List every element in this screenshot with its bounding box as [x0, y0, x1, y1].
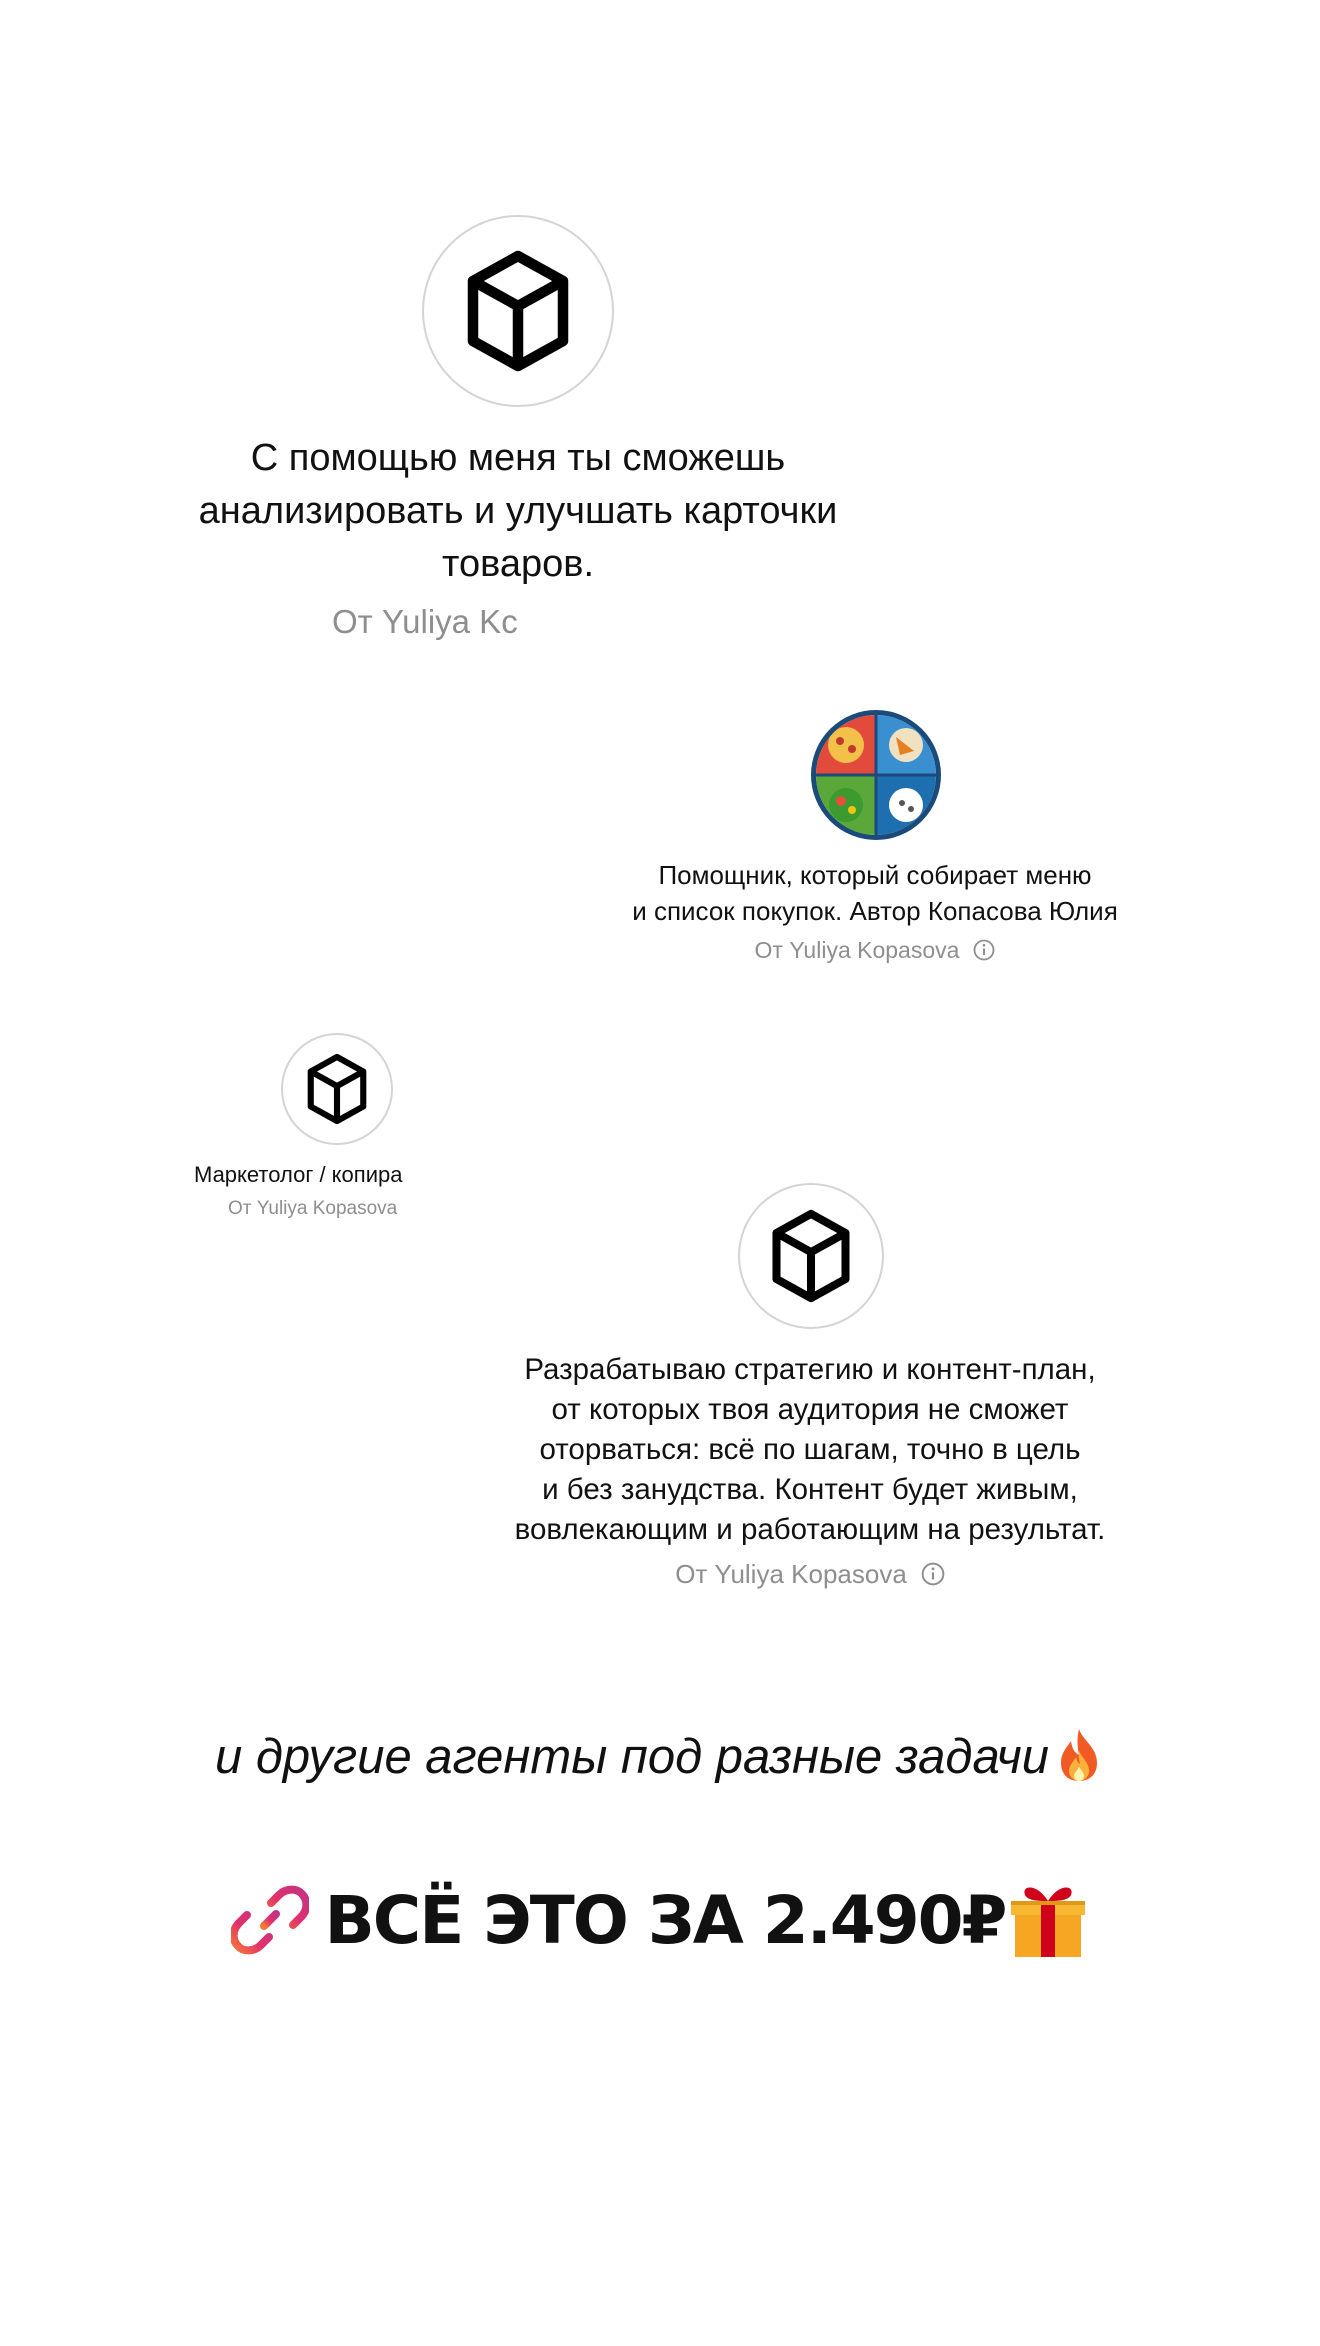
agent-avatar — [811, 710, 941, 840]
agent-author: От Yuliya Kopasova — [700, 932, 1050, 968]
fire-icon — [1053, 1727, 1105, 1783]
agent-avatar — [422, 215, 614, 407]
agent-author: От Yuliya Kopasova — [228, 1198, 398, 1219]
gift-icon — [1007, 1879, 1089, 1961]
price-banner — [0, 1870, 1320, 1970]
agent-description: Помощник, который собирает меню и список покупок. Автор Копасова Юлия — [632, 860, 1118, 926]
price-text: ВСЁ ЭТО ЗА 2.490₽ — [324, 1881, 1006, 1959]
agent-author: От Yuliya Kopasova — [660, 1555, 960, 1593]
link-icon[interactable] — [231, 1881, 309, 1959]
agent-avatar — [738, 1183, 884, 1329]
tagline — [0, 1725, 1320, 1789]
agent-description: С помощью меня ты сможешь анализировать и улучшать карточки товаров. — [198, 437, 838, 585]
food-plate-icon — [816, 715, 936, 835]
box-icon — [302, 1051, 372, 1127]
agent-avatar — [281, 1033, 393, 1145]
tagline-text: и другие агенты под разные задачи — [214, 1730, 1050, 1784]
info-icon[interactable] — [921, 1562, 945, 1586]
box-icon — [765, 1206, 857, 1306]
agent-author: От Yuliya Kc — [332, 603, 518, 640]
agent-description: Разрабатываю стратегию и контент-план, от которых твоя аудитория не сможет оторваться: всё по шагам, точно в цель и без занудства. Контент будет живым, вовлекающим и работающим на результат. — [514, 1353, 1106, 1546]
box-icon — [458, 246, 578, 376]
agent-description: Маркетолог / копира — [194, 1162, 403, 1187]
info-icon[interactable] — [973, 939, 995, 961]
